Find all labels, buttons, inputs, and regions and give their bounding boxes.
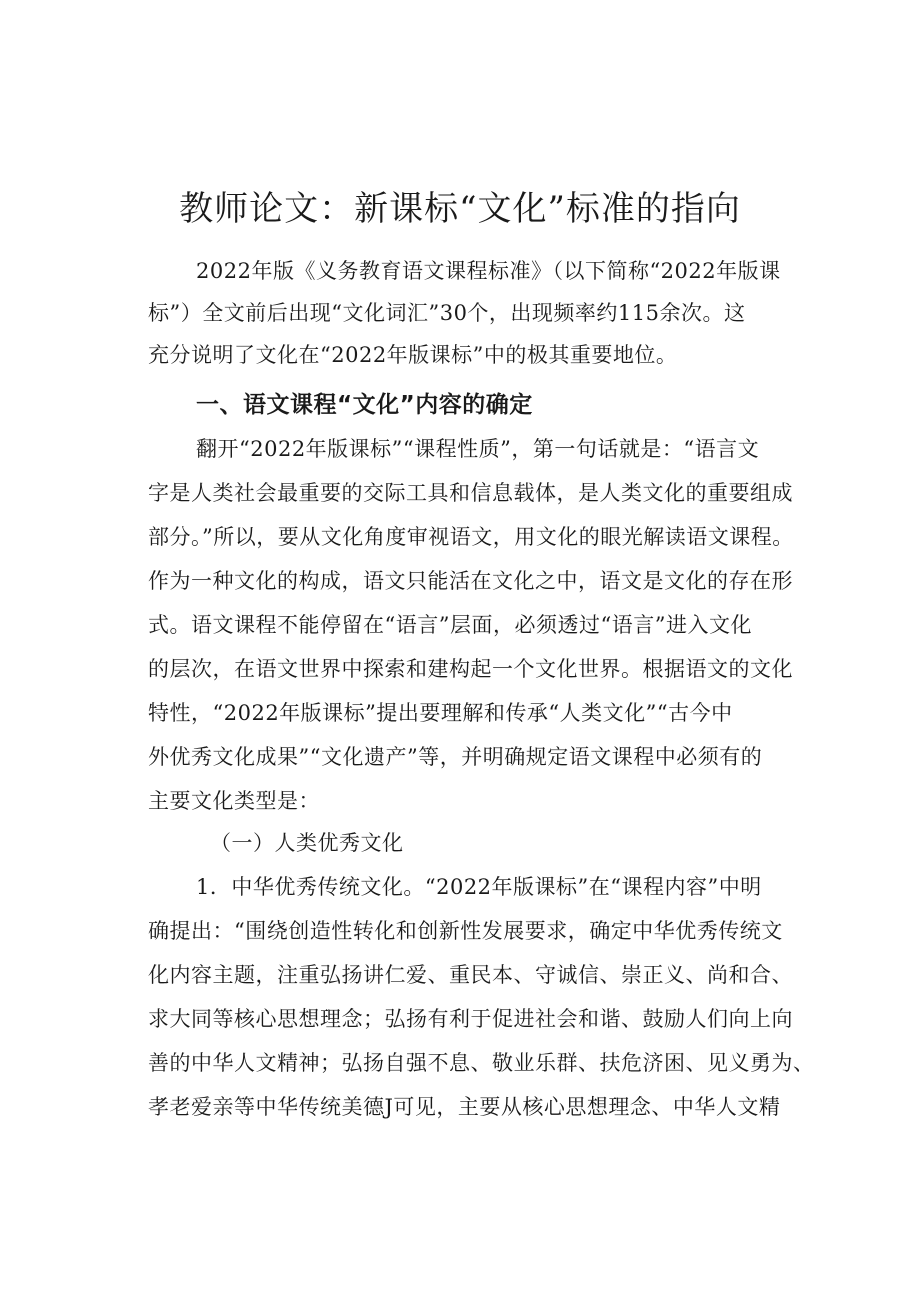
paragraph-line: 作为一种文化的构成，语文只能活在文化之中，语文是文化的存在形 xyxy=(148,569,793,593)
document-title: 教师论文：新课标“文化”标准的指向 xyxy=(179,188,741,229)
paragraph-line: 主要文化类型是： xyxy=(148,789,320,813)
section-heading: 一、语文课程“文化”内容的确定 xyxy=(196,392,533,418)
paragraph-line: 式。语文课程不能停留在“语言”层面，必须透过“语言”进入文化 xyxy=(148,613,752,637)
paragraph-line: 特性，“2022年版课标”提出要理解和传承“人类文化”“古今中 xyxy=(148,701,733,725)
subsection-heading: （一）人类优秀文化 xyxy=(210,831,404,855)
paragraph-line: 确提出：“围绕创造性转化和创新性发展要求，确定中华优秀传统文 xyxy=(148,919,783,943)
paragraph-line: 标”）全文前后出现“文化词汇”30个，出现频率约115余次。这 xyxy=(148,301,746,325)
paragraph-line: 化内容主题，注重弘扬讲仁爱、重民本、守诚信、崇正义、尚和合、 xyxy=(148,963,793,987)
paragraph-line: 1．中华优秀传统文化。“2022年版课标”在“课程内容”中明 xyxy=(196,875,762,899)
paragraph-line: 翻开“2022年版课标”“课程性质”，第一句话就是：“语言文 xyxy=(196,437,760,461)
paragraph-line: 求大同等核心思想理念；弘扬有利于促进社会和谐、鼓励人们向上向 xyxy=(148,1007,793,1031)
paragraph-line: 的层次，在语文世界中探索和建构起一个文化世界。根据语文的文化 xyxy=(148,657,793,681)
paragraph-line: 充分说明了文化在“2022年版课标”中的极其重要地位。 xyxy=(148,343,678,367)
paragraph-line: 孝老爱亲等中华传统美德J可见，主要从核心思想理念、中华人文精 xyxy=(148,1095,781,1119)
paragraph-line: 善的中华人文精神；弘扬自强不息、敬业乐群、扶危济困、见义勇为、 xyxy=(148,1051,815,1075)
paragraph-line: 外优秀文化成果”“文化遗产”等，并明确规定语文课程中必须有的 xyxy=(148,745,763,769)
paragraph-line: 2022年版《义务教育语文课程标准》（以下简称“2022年版课 xyxy=(196,259,781,283)
paragraph-line: 部分。”所以，要从文化角度审视语文，用文化的眼光解读语文课程。 xyxy=(148,525,794,549)
paragraph-line: 字是人类社会最重要的交际工具和信息载体，是人类文化的重要组成 xyxy=(148,481,793,505)
